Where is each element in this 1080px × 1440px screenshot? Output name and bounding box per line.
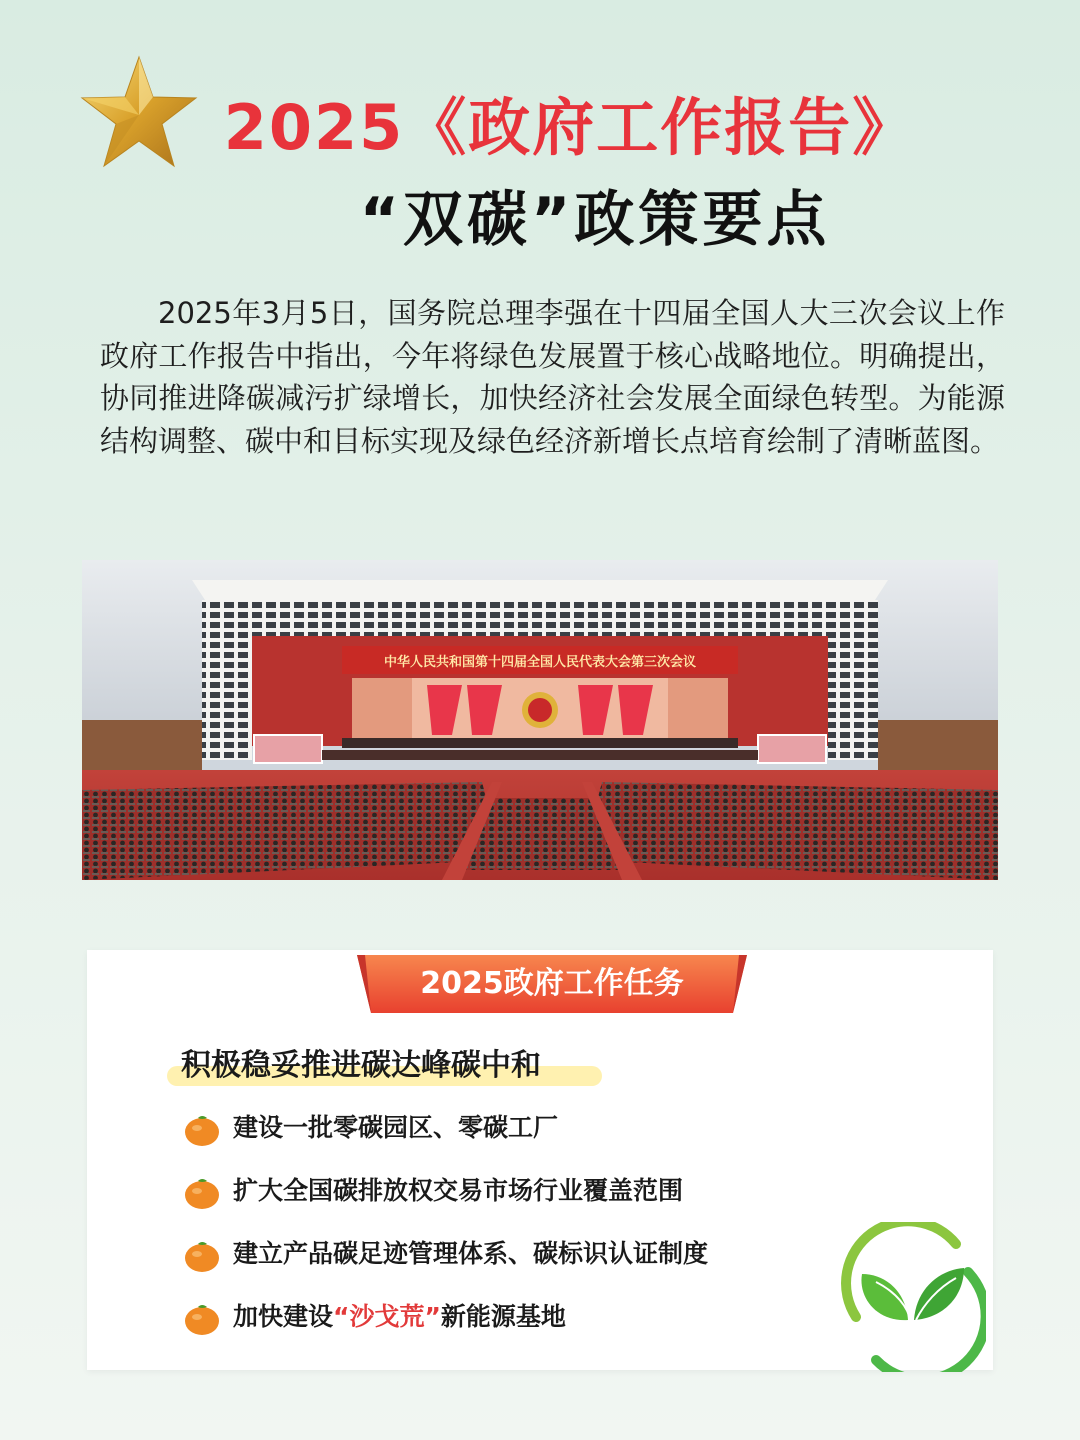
intro-paragraph: 2025年3月5日，国务院总理李强在十四届全国人大三次会议上作政府工作报告中指出，今年将绿色发展置于核心战略地位。明确提出，协同推进降碳减污扩绿增长，加快经济社会发展全面绿色转型。为能源结构调整、碳中和目标实现及绿色经济新增长点培育绘制了清晰蓝图。	[100, 296, 1005, 458]
item4-suffix: 新能源基地	[440, 1302, 566, 1331]
leaf-logo-icon	[836, 1222, 986, 1372]
list-item-text	[233, 1299, 566, 1335]
page-title: 2025《政府工作报告》	[223, 91, 917, 164]
orange-fruit-icon	[183, 1299, 221, 1337]
task-badge: 2025政府工作任务	[420, 966, 684, 1001]
orange-fruit-icon	[183, 1173, 221, 1211]
banner-text: 中华人民共和国第十四届全国人民代表大会第三次会议	[383, 655, 697, 670]
list-item	[183, 1110, 708, 1173]
item4-highlight: “沙戈荒”	[333, 1302, 441, 1331]
item4-prefix: 加快建设	[233, 1302, 334, 1331]
orange-fruit-icon	[183, 1236, 221, 1274]
task-list	[183, 1110, 708, 1362]
list-item-text: 扩大全国碳排放权交易市场行业覆盖范围	[233, 1176, 684, 1205]
list-item	[183, 1173, 708, 1236]
task-subtitle-block	[167, 1040, 541, 1084]
session-photo	[82, 560, 998, 880]
orange-fruit-icon	[183, 1110, 221, 1148]
task-subtitle: 积极稳妥推进碳达峰碳中和	[181, 1048, 541, 1083]
list-item	[183, 1299, 708, 1362]
list-item-text: 建设一批零碳园区、零碳工厂	[233, 1113, 559, 1142]
list-item-text: 建立产品碳足迹管理体系、碳标识认证制度	[233, 1239, 709, 1268]
list-item	[183, 1236, 708, 1299]
page-subtitle: “双碳”政策要点	[359, 185, 831, 255]
